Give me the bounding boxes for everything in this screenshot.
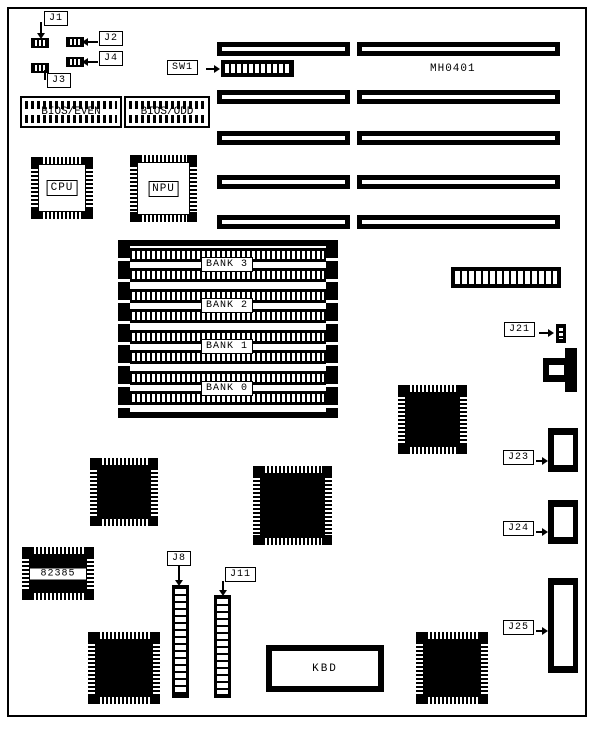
board-marking: MH0401: [430, 63, 476, 75]
expansion-slot: [217, 175, 350, 189]
arrow-j24: [542, 528, 548, 536]
pin-header-j21: [556, 324, 566, 343]
cpu-label: CPU: [47, 180, 78, 196]
expansion-slot: [357, 131, 560, 145]
rear-bracket-top: [565, 348, 577, 392]
expansion-slot: [357, 215, 560, 229]
arrow-j2: [82, 38, 88, 46]
chipset-3: [90, 458, 158, 526]
rear-port-j24: [548, 500, 578, 544]
rom-label: BIOS/EVEN: [41, 106, 101, 118]
arrow-j25: [542, 627, 548, 635]
dip-switch-sw1: [221, 60, 294, 77]
callout-sw1: SW1: [167, 60, 198, 75]
pin-header-right: [451, 267, 561, 288]
expansion-slot: [217, 42, 350, 56]
bank-label-2: BANK 2: [201, 298, 253, 313]
arrow-j8: [175, 580, 183, 586]
bank-label-1: BANK 1: [201, 339, 253, 354]
jumper-j1: [31, 38, 49, 48]
callout-j1: J1: [44, 11, 68, 26]
arrow-j11: [219, 590, 227, 596]
npu-socket: [130, 155, 197, 222]
callout-j4: J4: [99, 51, 123, 66]
bank-label-3: BANK 3: [201, 257, 253, 272]
jumper-j3: [31, 63, 49, 73]
chipset-4: [88, 632, 160, 704]
rear-port-j23: [548, 428, 578, 472]
expansion-slot: [357, 90, 560, 104]
arrow-j21: [548, 329, 554, 337]
cpu-socket: [31, 157, 93, 219]
rom-socket-bios-odd: [124, 96, 210, 128]
npu-label: NPU: [148, 181, 179, 197]
keyboard-connector-label: KBD: [312, 662, 338, 675]
chipset-1: [398, 385, 467, 454]
chip-82385: [22, 547, 94, 600]
callout-j24: J24: [503, 521, 534, 536]
pin-header-j11: [214, 595, 231, 698]
callout-j3: J3: [47, 73, 71, 88]
arrow-j23: [542, 457, 548, 465]
chipset-2: [253, 466, 332, 545]
callout-j11: J11: [225, 567, 256, 582]
callout-j2: J2: [99, 31, 123, 46]
lead-j3: [44, 70, 46, 80]
expansion-slot: [217, 90, 350, 104]
callout-j21: J21: [504, 322, 535, 337]
callout-j23: J23: [503, 450, 534, 465]
arrow-j4: [82, 58, 88, 66]
pin-header-j8: [172, 585, 189, 698]
keyboard-connector: [266, 645, 384, 692]
arrow-j1: [37, 33, 45, 39]
expansion-slot: [217, 131, 350, 145]
callout-j8: J8: [167, 551, 191, 566]
callout-j25: J25: [503, 620, 534, 635]
rom-label: BIOS/ODD: [140, 106, 194, 118]
arrow-sw1: [214, 65, 220, 73]
chip-82385-label: 82385: [30, 568, 86, 579]
rom-socket-bios-even: [20, 96, 122, 128]
expansion-slot: [357, 175, 560, 189]
chipset-5: [416, 632, 488, 704]
expansion-slot: [217, 215, 350, 229]
bank-label-0: BANK 0: [201, 381, 253, 396]
expansion-slot: [357, 42, 560, 56]
rear-port-j25: [548, 578, 578, 673]
